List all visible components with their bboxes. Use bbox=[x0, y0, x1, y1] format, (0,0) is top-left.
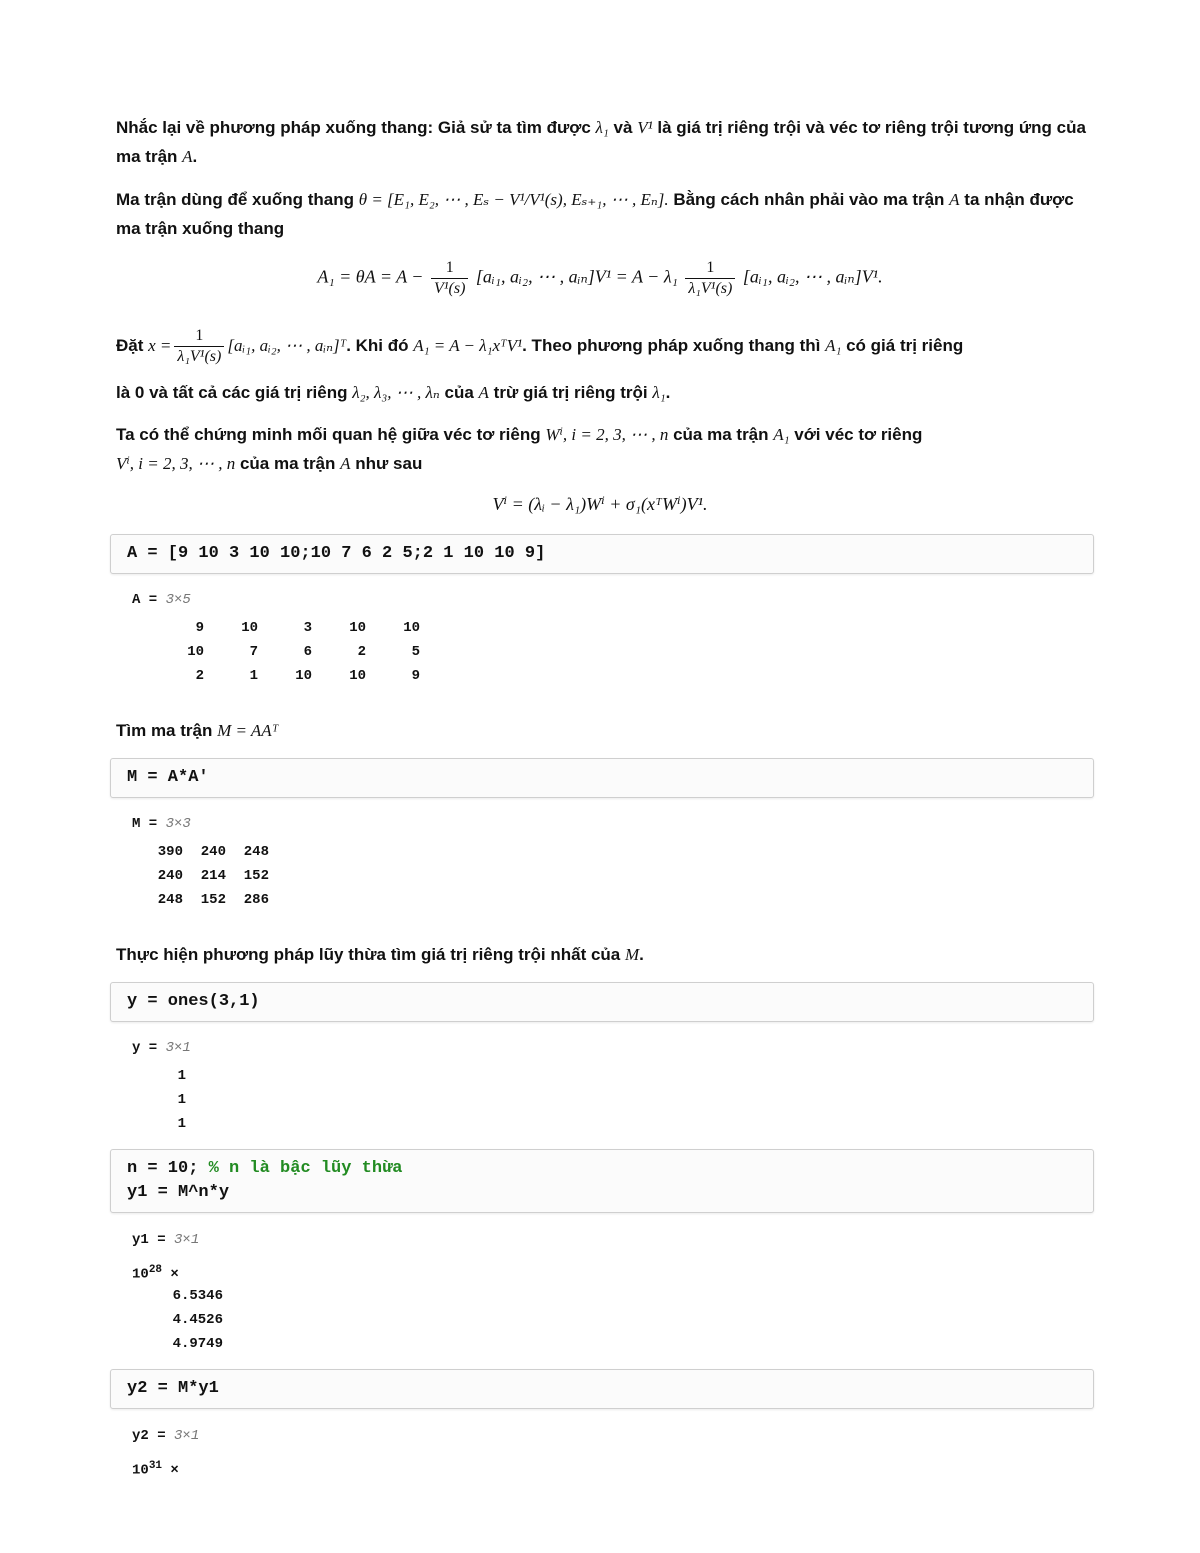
text: Ta có thể chứng minh mối quan hệ giữa véc tơ riêng bbox=[116, 425, 546, 444]
paragraph-find-m bbox=[116, 716, 1086, 745]
numerator: 1 bbox=[431, 258, 468, 279]
math-a1-def: A₁ = A − λ₁xᵀV¹ bbox=[413, 335, 523, 355]
math-a: A bbox=[478, 383, 489, 402]
math-vi: Vⁱ, i = 2, 3, ⋯ , n bbox=[116, 454, 236, 473]
code-cell-ones[interactable] bbox=[110, 982, 1094, 1022]
text: với véc tơ riêng bbox=[789, 425, 923, 444]
equation-eigenvector-relation: Vⁱ = (λᵢ − λ₁)Wⁱ + σ₁(xᵀWⁱ)V¹. bbox=[492, 494, 708, 514]
text: . Theo phương pháp xuống thang thì bbox=[522, 335, 826, 355]
scale-times: × bbox=[162, 1266, 179, 1283]
math-m: M bbox=[624, 945, 640, 964]
matrix-cell: 1 bbox=[177, 1068, 186, 1084]
matrix-row bbox=[150, 640, 420, 664]
text: Tìm ma trận bbox=[116, 721, 218, 740]
matrix-cell: 2 bbox=[195, 668, 204, 684]
scale-base: 10 bbox=[132, 1462, 149, 1479]
denominator: V¹(s) bbox=[433, 280, 466, 297]
matrix-cell: 9 bbox=[195, 620, 204, 636]
matrix-cell: 3 bbox=[303, 620, 312, 636]
code-line[interactable]: n = 10; bbox=[127, 1159, 209, 1178]
code-cell-compute-m[interactable] bbox=[110, 758, 1094, 798]
math-lambda1: λ₁ bbox=[595, 118, 609, 137]
matrix-cell: 390 bbox=[157, 844, 183, 860]
matrix-row bbox=[170, 1088, 186, 1112]
matrix-cell: 6.5346 bbox=[172, 1288, 223, 1304]
text: của ma trận bbox=[668, 425, 774, 444]
math-lambdas: λ₂, λ₃, ⋯ , λₙ bbox=[352, 383, 440, 402]
scale-base: 10 bbox=[132, 1266, 149, 1283]
output-y-header bbox=[132, 1040, 191, 1056]
output-dims: 3×1 bbox=[174, 1428, 200, 1444]
output-label: y = bbox=[132, 1040, 166, 1056]
math-m-def: M = AAᵀ bbox=[217, 721, 279, 740]
text: . bbox=[665, 383, 671, 402]
text: . Khi đó bbox=[346, 335, 414, 355]
text: như sau bbox=[350, 454, 423, 473]
matrix-cell: 152 bbox=[200, 892, 226, 908]
text: Thực hiện phương pháp lũy thừa tìm giá trị riêng trội nhất của bbox=[116, 945, 625, 964]
output-dims: 3×5 bbox=[165, 592, 191, 608]
output-vector-y bbox=[170, 1064, 186, 1136]
numerator: 1 bbox=[174, 326, 224, 347]
matrix-cell: 4.4526 bbox=[172, 1312, 223, 1328]
numerator: 1 bbox=[685, 258, 735, 279]
eq-right: [aᵢ₁, aᵢ₂, ⋯ , aᵢₙ]V¹. bbox=[742, 266, 883, 287]
matrix-cell: 1 bbox=[177, 1116, 186, 1132]
matrix-cell: 4.9749 bbox=[172, 1336, 223, 1352]
paragraph-eigenvector-relation bbox=[116, 420, 1086, 478]
text: . bbox=[639, 945, 644, 964]
text: Nhắc lại về phương pháp xuống thang: Giả sử ta tìm được bbox=[116, 118, 596, 137]
matrix-cell: 10 bbox=[241, 620, 258, 636]
output-y1-scale bbox=[132, 1264, 179, 1283]
text: Bằng cách nhân phải vào ma trận bbox=[668, 190, 950, 209]
matrix-cell: 10 bbox=[187, 644, 204, 660]
text: Đặt bbox=[116, 335, 149, 355]
output-y2-header bbox=[132, 1428, 199, 1444]
math-wi: Wⁱ, i = 2, 3, ⋯ , n bbox=[545, 425, 669, 444]
matrix-row bbox=[156, 840, 269, 864]
matrix-cell: 248 bbox=[243, 844, 269, 860]
matrix-row bbox=[170, 1064, 186, 1088]
output-m-header bbox=[132, 816, 191, 832]
code-line[interactable]: y1 = M^n*y bbox=[127, 1183, 230, 1202]
scale-exponent: 28 bbox=[148, 1264, 163, 1276]
output-dims: 3×1 bbox=[174, 1232, 200, 1248]
text: . bbox=[192, 147, 198, 166]
matrix-row bbox=[156, 888, 269, 912]
code-line[interactable]: A = [9 10 3 10 10;10 7 6 2 5;2 1 10 10 9] bbox=[127, 544, 546, 563]
fraction bbox=[685, 258, 735, 299]
text: của ma trận bbox=[235, 454, 341, 473]
scale-times: × bbox=[162, 1462, 179, 1479]
matrix-cell: 10 bbox=[295, 668, 312, 684]
matrix-row bbox=[150, 664, 420, 688]
fraction bbox=[174, 326, 224, 367]
output-dims: 3×1 bbox=[165, 1040, 191, 1056]
matrix-cell: 10 bbox=[349, 668, 366, 684]
text: ta nhận được ma trận xuống thang bbox=[116, 190, 1074, 238]
matrix-cell: 214 bbox=[200, 868, 226, 884]
matrix-cell: 6 bbox=[303, 644, 312, 660]
code-cell-define-a[interactable] bbox=[110, 534, 1094, 574]
matrix-row bbox=[168, 1308, 223, 1332]
equation-deflated-matrix bbox=[0, 258, 1200, 299]
code-line[interactable]: y = ones(3,1) bbox=[127, 992, 260, 1011]
paragraph-power-method bbox=[116, 940, 1086, 969]
matrix-cell: 2 bbox=[357, 644, 366, 660]
code-comment: % n là bậc lũy thừa bbox=[208, 1159, 403, 1178]
output-matrix-a bbox=[150, 616, 420, 688]
matrix-row bbox=[170, 1112, 186, 1136]
paragraph-power-deflation-intro bbox=[116, 113, 1086, 171]
code-cell-y2[interactable] bbox=[110, 1369, 1094, 1409]
output-a-header bbox=[132, 592, 191, 608]
text: của bbox=[439, 383, 479, 402]
denominator: λ₁V¹(s) bbox=[688, 280, 733, 297]
matrix-cell: 286 bbox=[243, 892, 269, 908]
text: và bbox=[608, 118, 638, 137]
code-cell-power[interactable] bbox=[110, 1149, 1094, 1213]
matrix-cell: 240 bbox=[157, 868, 183, 884]
eq-middle: [aᵢ₁, aᵢ₂, ⋯ , aᵢₙ]V¹ = A − λ₁ bbox=[475, 266, 678, 287]
output-y1-header bbox=[132, 1232, 199, 1248]
output-y2-scale bbox=[132, 1460, 179, 1479]
matrix-row bbox=[156, 864, 269, 888]
text: là 0 và tất cả các giá trị riêng bbox=[116, 383, 353, 402]
code-line[interactable]: M = A*A' bbox=[127, 768, 209, 787]
output-label: y1 = bbox=[132, 1232, 175, 1248]
matrix-cell: 1 bbox=[177, 1092, 186, 1108]
output-vector-y1 bbox=[168, 1284, 223, 1356]
matrix-cell: 5 bbox=[411, 644, 420, 660]
output-label: M = bbox=[132, 816, 166, 832]
eq-left: A₁ = θA = A − bbox=[317, 266, 424, 287]
output-label: A = bbox=[132, 592, 166, 608]
text: Ma trận dùng để xuống thang bbox=[116, 190, 359, 209]
math-v1: V¹ bbox=[637, 118, 653, 137]
math-a: A bbox=[340, 454, 351, 473]
math-x: x = bbox=[148, 335, 172, 355]
math-lambda1: λ₁ bbox=[652, 383, 666, 402]
denominator: λ₁V¹(s) bbox=[177, 348, 222, 365]
matrix-cell: 9 bbox=[411, 668, 420, 684]
math-a: A bbox=[949, 190, 960, 209]
text: là giá trị riêng trội và véc tơ riêng trội tương ứng của ma trận bbox=[116, 118, 1086, 166]
math-a: A bbox=[182, 147, 193, 166]
fraction bbox=[431, 258, 468, 299]
text: có giá trị riêng bbox=[841, 335, 964, 355]
math-a1: A₁ bbox=[773, 425, 790, 444]
matrix-cell: 152 bbox=[243, 868, 269, 884]
matrix-row bbox=[150, 616, 420, 640]
matrix-cell: 1 bbox=[249, 668, 258, 684]
matrix-row bbox=[168, 1332, 223, 1356]
scale-exponent: 31 bbox=[148, 1460, 163, 1472]
output-matrix-m bbox=[156, 840, 269, 912]
math-a1: A₁ bbox=[825, 335, 842, 355]
code-line[interactable]: y2 = M*y1 bbox=[127, 1379, 219, 1398]
math-row-vector: [aᵢ₁, aᵢ₂, ⋯ , aᵢₙ]ᵀ bbox=[227, 335, 347, 355]
matrix-cell: 10 bbox=[349, 620, 366, 636]
text: trừ giá trị riêng trội bbox=[488, 383, 653, 402]
math-theta: θ = [E₁, E₂, ⋯ , Eₛ − V¹/V¹(s), Eₛ₊₁, ⋯ , Eₙ]. bbox=[358, 190, 669, 209]
output-dims: 3×3 bbox=[165, 816, 191, 832]
paragraph-deflation-matrix bbox=[116, 185, 1086, 243]
paragraph-set-x-cont bbox=[116, 378, 1086, 407]
matrix-row bbox=[168, 1284, 223, 1308]
matrix-cell: 10 bbox=[403, 620, 420, 636]
matrix-cell: 7 bbox=[249, 644, 258, 660]
paragraph-set-x bbox=[116, 326, 1086, 367]
matrix-cell: 248 bbox=[157, 892, 183, 908]
matrix-cell: 240 bbox=[200, 844, 226, 860]
output-label: y2 = bbox=[132, 1428, 175, 1444]
